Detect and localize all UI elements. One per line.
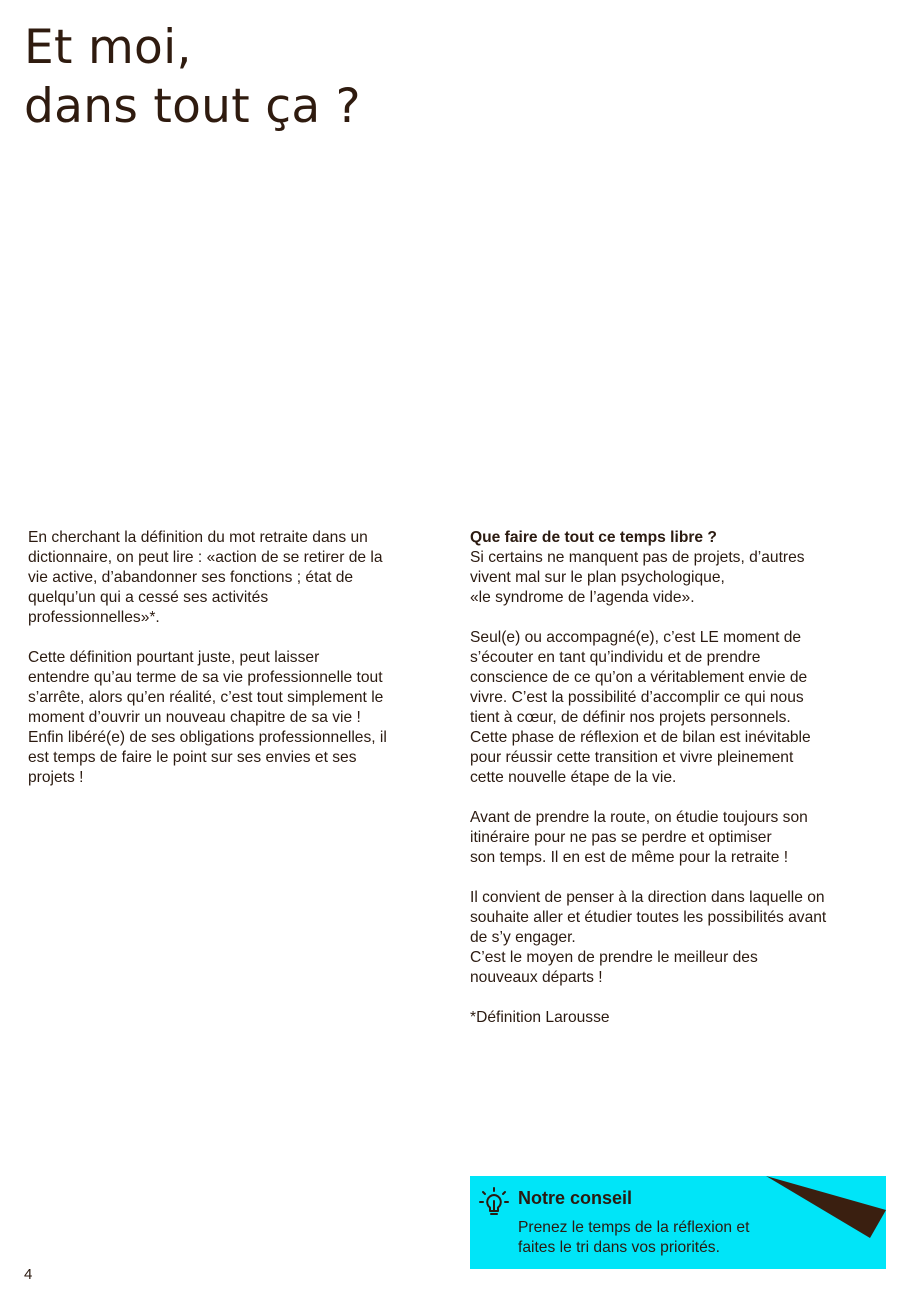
right-paragraph-2: Seul(e) ou accompagné(e), c’est LE moment de s’écouter en tant qu’individu et de prendre conscience de ce qu’on a véritablement envie de vivre. C’est la possibilité d’accomplir ce qui nous tient à cœur, de définir nos projets personnels. Cette phase de réflexion et de bilan est inévitable pour réussir cette transition et vivre pleinement cette nouvelle étape de la vie. [470,629,811,786]
tip-box [470,1176,886,1269]
page-title-line-1: Et moi, [24,20,192,75]
right-column [470,528,895,1048]
left-paragraph-1: En cherchant la définition du mot retraite dans un dictionnaire, on peut lire : «action de se retirer de la vie active, d’abandonner ses fonctions ; état de quelqu’un qui a cessé ses activités professionnelles»*. [28,529,383,626]
page-title [24,18,361,136]
page-title-line-2: dans tout ça ? [24,79,361,134]
right-column-heading: Que faire de tout ce temps libre ? [470,529,717,546]
right-paragraph-1-text: Si certains ne manquent pas de projets, d’autres vivent mal sur le plan psychologique, «le syndrome de l’agenda vide». [470,549,805,606]
tip-body: Prenez le temps de la réflexion et faites le tri dans vos priorités. [518,1219,750,1256]
left-column [28,528,453,808]
footnote: *Définition Larousse [470,1009,610,1026]
lightbulb-icon [478,1186,510,1218]
left-paragraph-2: Cette définition pourtant juste, peut laisser entendre qu’au terme de sa vie professionnelle tout s’arrête, alors qu’en réalité, c’est tout simplement le moment d’ouvrir un nouveau chapitre de sa vie ! Enfin libéré(e) de ses obligations professionnelles, il est temps de faire le point sur ses envies et ses projets ! [28,649,387,786]
right-paragraph-1 [470,528,895,608]
right-paragraph-4: Il convient de penser à la direction dans laquelle on souhaite aller et étudier toutes les possibilités avant de s’y engager. C’est le moyen de prendre le meilleur des nouveaux départs ! [470,889,827,986]
page-number: 4 [24,1266,33,1283]
right-paragraph-3: Avant de prendre la route, on étudie toujours son itinéraire pour ne pas se perdre et optimiser son temps. Il en est de même pour la retraite ! [470,809,808,866]
tip-title: Notre conseil [518,1188,633,1208]
